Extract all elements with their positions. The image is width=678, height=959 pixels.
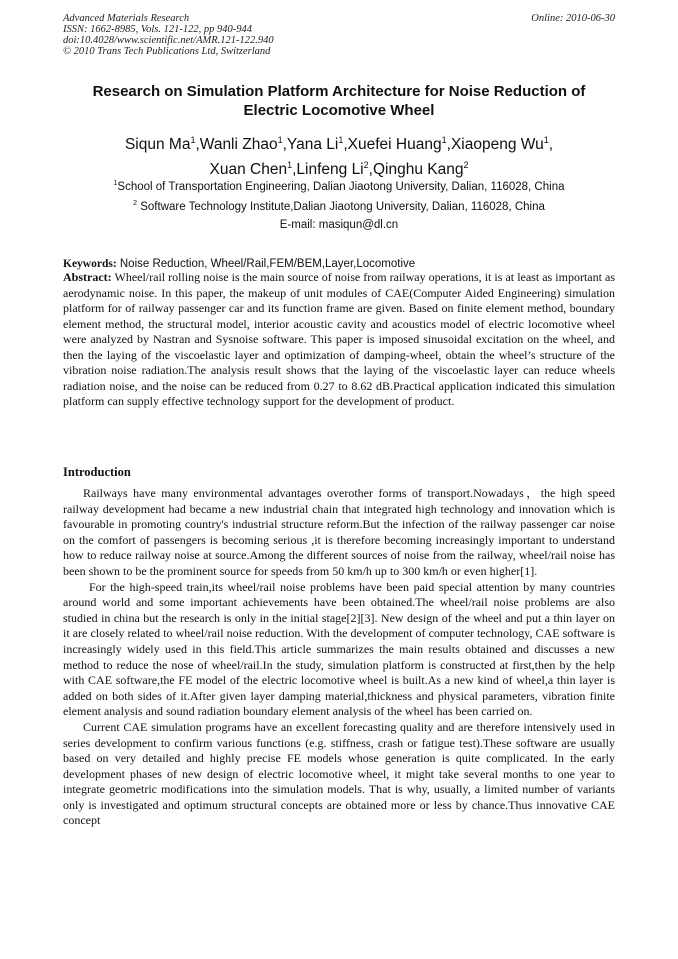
copyright-notice: © 2010 Trans Tech Publications Ltd, Switzerland — [63, 46, 271, 57]
paper-title-line-2: Electric Locomotive Wheel — [243, 102, 435, 119]
paper-title-line-1: Research on Simulation Platform Architecture for Noise Reduction of — [92, 83, 586, 100]
author-name: Xuan Chen — [209, 161, 288, 179]
article-doi: doi:10.4028/www.scientific.net/AMR.121-122.940 — [63, 35, 274, 46]
author-email: E-mail: masiqun@dl.cn — [279, 219, 399, 231]
affiliation-mark: 2 — [133, 200, 138, 207]
affiliation-1 — [63, 177, 615, 194]
keywords-label: Keywords: — [63, 258, 117, 270]
author-affil-mark: 1 — [277, 135, 283, 145]
author-name: Wanli Zhao — [199, 136, 278, 154]
author-sep: , — [368, 161, 373, 179]
author-sep: , — [446, 136, 451, 154]
journal-issn: ISSN: 1662-8985, Vols. 121-122, pp 940-944 — [63, 24, 252, 35]
journal-header — [63, 13, 615, 57]
author-sep: , — [548, 136, 554, 154]
author-name: Siqun Ma — [124, 136, 191, 154]
keywords-text: Noise Reduction, Wheel/Rail,FEM/BEM,Layer,Locomotive — [116, 258, 416, 270]
abstract — [63, 270, 615, 410]
author-affil-mark: 1 — [543, 135, 549, 145]
author-affil-mark: 2 — [363, 160, 369, 171]
body-paragraph: For the high-speed train,its wheel/rail noise problems have been paid special attention by many countries around world and some important achievements have been obtained.The wheel/rail noise problems are also studied in china but the research is only in the initial stage[2][3]. New design of the wheel and put a thin layer on it are closely related to wheel/rail noise reduction. With the development of computer technology, CAE software is increasingly widely used in this field.This article summarizes the main results obtained and discusses a new method to reduce the nose of wheel/rail.In the study, simulation platform is constructed at first,then by the help with CAE software,the FE model of the electric locomotive wheel is built.As a new kind of wheel,a thin layer is added on both sides of it.After given layer damping material,thickness and physical parameters, vibration finite element analysis and sound radiation boundary element analysis of the wheel has been carried on. — [63, 579, 615, 719]
author-affil-mark: 1 — [287, 160, 293, 171]
author-name: Xuefei Huang — [347, 136, 442, 154]
author-line-1 — [63, 130, 615, 155]
author-name: Qinghu Kang — [372, 161, 464, 179]
affiliation-text: Software Technology Institute,Dalian Jiaotong University, Dalian, 116028, China — [137, 200, 545, 213]
author-name: Linfeng Li — [296, 161, 364, 179]
introduction-body — [63, 486, 615, 829]
author-name: Yana Li — [286, 136, 339, 154]
author-sep: , — [343, 136, 348, 154]
online-date: Online: 2010-06-30 — [531, 13, 615, 24]
author-sep: , — [282, 136, 287, 154]
author-list — [63, 130, 615, 180]
abstract-label: Abstract: — [63, 270, 112, 284]
author-affil-mark: 2 — [463, 160, 469, 171]
author-affil-mark: 1 — [441, 135, 447, 145]
author-sep: , — [292, 161, 297, 179]
paper-title — [63, 82, 615, 120]
author-affil-mark: 1 — [338, 135, 344, 145]
affiliation-text: School of Transportation Engineering, Dalian Jiaotong University, Dalian, 116028, China — [117, 180, 565, 193]
body-paragraph: Railways have many environmental advantages overother forms of transport.Nowadays，the high speed railway development had became a new industrial chain that integrated high technology and innovation which is favourable in promoting country's industrial structure reform.But the infection of the railway passenger car noise on the comfort of passengers is becoming serious ,it is therefore becoming increasingly important to understand how to reduce railway noise at source.Among the different sources of noise from the railway, wheel/rail noise has been shown to be the prominent source for speeds from 50 km/h up to 300 km/h or even higher[1]. — [63, 486, 615, 578]
author-name: Xiaopeng Wu — [450, 136, 544, 154]
affiliation-2 — [63, 197, 615, 214]
keywords — [63, 257, 615, 271]
section-heading-introduction: Introduction — [63, 465, 131, 479]
abstract-text: Wheel/rail rolling noise is the main source of noise from railway operations, it is at least as important as aerodynamic noise. In this paper, the makeup of unit modules of CAE(Computer Aided Engineering) simulation platform for of railway passenger car and its function frame are given. Based on finite element method, boundary element method, the structural model, interior acoustic cavity and acoustics model of electric locomotive wheel were analyzed by Nastran and Sysnoise software. This paper is imposed sinusoidal excitation on the wheel, and then the laying of the viscoelastic layer and optimization of damping-wheel, obtain the wheel’s structure of the vibration noise radiation.The analysis result shows that the laying of the viscoelastic layer can reduce wheels radiation noise, and the noise can be reduced from 0.27 to 8.62 dB.Practical application indicated this simulation platform can supply effective technology support for the development of product. — [63, 270, 615, 408]
author-sep: , — [195, 136, 200, 154]
journal-name: Advanced Materials Research — [63, 13, 190, 24]
author-affil-mark: 1 — [190, 135, 196, 145]
body-paragraph: Current CAE simulation programs have an excellent forecasting quality and are therefore intensively used in series development to confirm various functions (e.g. stiffness, crash or fatigue test).These software are usually based on very detailed and highly precise FE models whose generation is quite complicated. In the early development phases of new design of electric locomotive wheel, it might take several months to one year to integrate geometric modifications into the simulation models. That is why, usually, a limited number of variants only is investigated and optimum structural concepts are obtained more or less by chance.Thus innovative CAE concept — [63, 719, 615, 828]
affiliation-mark: 1 — [113, 180, 118, 187]
